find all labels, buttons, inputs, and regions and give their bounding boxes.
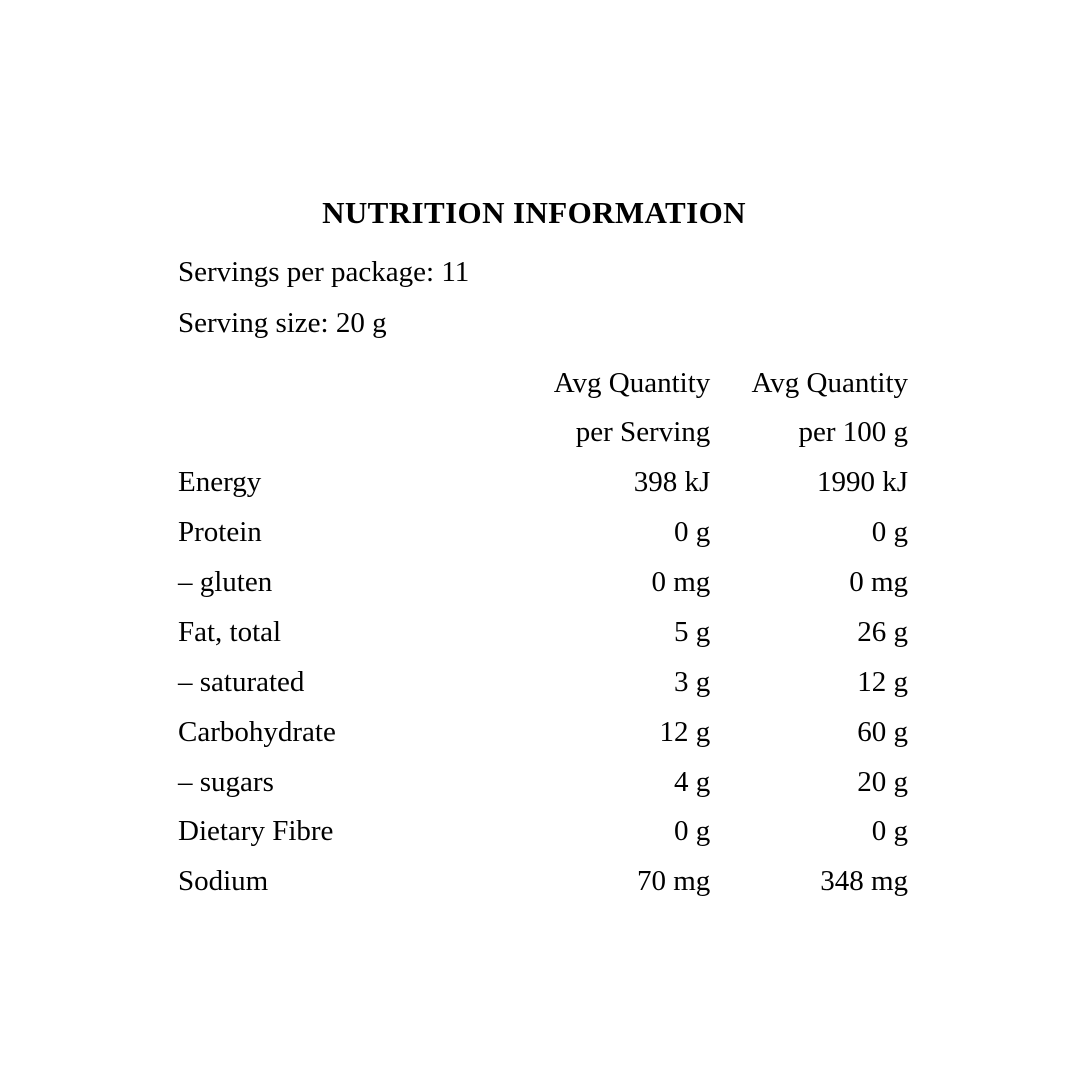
row-per-serving: 70 mg	[636, 865, 711, 898]
nutrition-table	[178, 359, 908, 908]
table-header-row-1	[178, 359, 908, 409]
row-label: Dietary Fibre	[178, 815, 334, 848]
row-per-serving: 398 kJ	[633, 466, 711, 499]
table-row	[178, 807, 908, 857]
row-per-100g: 12 g	[857, 665, 908, 698]
row-per-serving: 0 g	[674, 815, 711, 848]
row-label: – gluten	[178, 566, 273, 598]
serving-size: Serving size: 20 g	[178, 306, 387, 339]
header-label-blank-2	[178, 408, 492, 458]
header-label-blank	[178, 359, 492, 409]
row-label: Protein	[178, 516, 262, 549]
row-per-100g: 1990 kJ	[816, 466, 908, 499]
page-title: NUTRITION INFORMATION	[322, 195, 746, 230]
row-label: Carbohydrate	[178, 715, 336, 748]
row-per-100g: 26 g	[857, 615, 908, 648]
row-label: Energy	[178, 466, 262, 499]
table-row	[178, 857, 908, 907]
row-per-100g: 60 g	[857, 715, 908, 748]
row-label: – sugars	[178, 765, 274, 798]
row-label: Sodium	[178, 865, 269, 898]
servings-per-package: Servings per package: 11	[178, 256, 470, 288]
row-per-100g: 0 g	[871, 516, 908, 549]
table-row	[178, 458, 908, 508]
row-per-serving: 3 g	[674, 665, 711, 698]
header-per-serving-line1: Avg Quantity	[553, 366, 711, 399]
row-label: Fat, total	[178, 615, 282, 648]
table-row	[178, 708, 908, 758]
row-per-serving: 5 g	[674, 615, 711, 648]
row-per-serving: 4 g	[674, 765, 711, 798]
nutrition-table-body	[178, 359, 908, 908]
row-per-100g: 20 g	[857, 765, 908, 798]
row-label: – saturated	[178, 665, 305, 698]
header-per-100g-line1: Avg Quantity	[751, 366, 908, 399]
table-row	[178, 608, 908, 658]
table-row	[178, 658, 908, 708]
table-header-row-2	[178, 408, 908, 458]
header-per-100g-line2: per 100 g	[798, 416, 908, 449]
header-per-serving-line2: per Serving	[575, 416, 711, 449]
row-per-serving: 0 g	[674, 516, 711, 549]
nutrition-information-panel	[178, 195, 908, 907]
row-per-serving: 0 mg	[651, 566, 711, 598]
table-row	[178, 508, 908, 558]
row-per-serving: 12 g	[659, 715, 711, 748]
table-row	[178, 558, 908, 608]
row-per-100g: 348 mg	[820, 865, 908, 898]
row-per-100g: 0 g	[871, 815, 908, 848]
table-row	[178, 758, 908, 808]
row-per-100g: 0 mg	[849, 566, 908, 598]
